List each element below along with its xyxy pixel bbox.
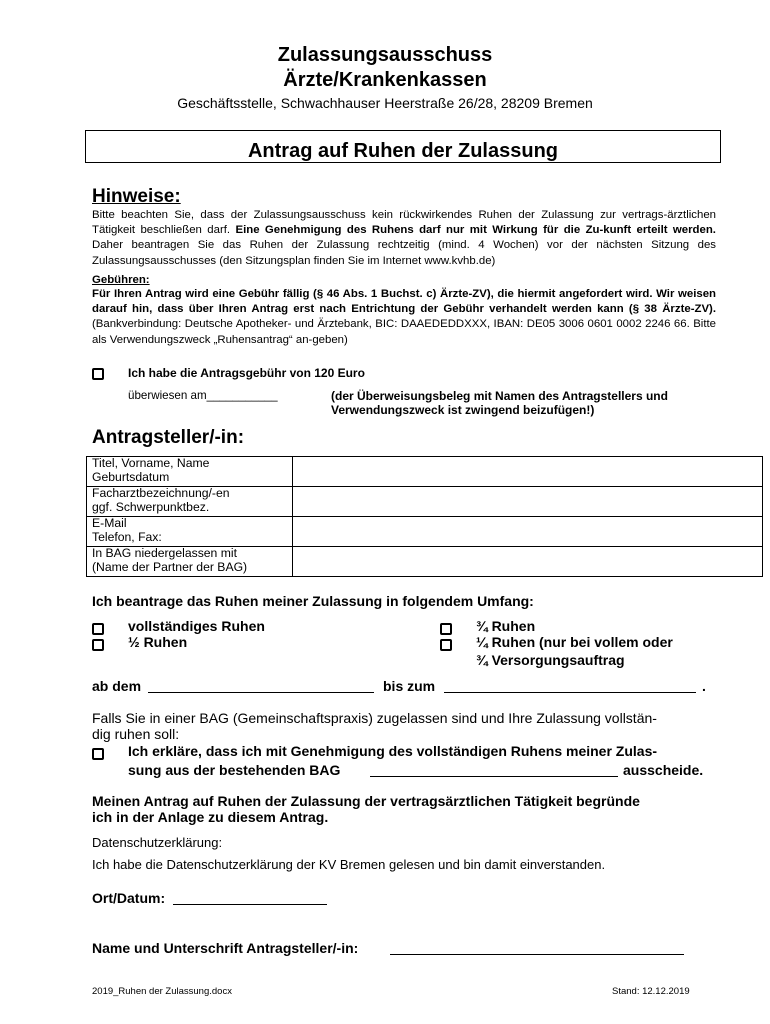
bag-intro-1: Falls Sie in einer BAG (Gemeinschaftspraxis) zugelassen sind und Ihre Zulassung vollstän- xyxy=(92,710,657,726)
applicant-input-name[interactable] xyxy=(293,457,763,487)
bag-intro-2: dig ruhen soll: xyxy=(92,726,180,742)
office-name: Zulassungsausschuss xyxy=(277,44,493,66)
hinweise-paragraph xyxy=(92,208,716,269)
place-date-field[interactable] xyxy=(173,904,327,905)
reason-line-2: ich in der Anlage zu diesem Antrag. xyxy=(92,809,329,825)
gebuehren-label: Gebühren: xyxy=(92,274,150,286)
applicant-input-contact[interactable] xyxy=(293,517,763,547)
checkbox-half-rest[interactable] xyxy=(92,638,104,656)
applicant-label-name: Titel, Vorname, Name Geburtsdatum xyxy=(87,457,293,487)
hinweise-text-1: Bitte beachten Sie, dass der Zulassungsausschuss kein rückwirkendes Ruhen der Zulassung zur vertrags-ärztlichen Tätigkeit beschließen darf. xyxy=(92,209,716,237)
form-title: Antrag auf Ruhen der Zulassung xyxy=(85,130,721,163)
signature-field[interactable] xyxy=(390,954,684,955)
gebuehren-text-2: (Bankverbindung: Deutsche Apotheker- und Ärztebank, BIC: DAAEDEDDXXX, IBAN: DE05 3006 0601 0002 2246 66. Bitte als Verwendungszweck „Ruhensantrag“ an-geben) xyxy=(92,318,716,346)
bag-declaration-1: Ich erkläre, dass ich mit Genehmigung des vollständigen Ruhens meiner Zulas- xyxy=(128,743,658,759)
signature-label: Name und Unterschrift Antragsteller/-in: xyxy=(92,940,359,956)
applicant-label-contact: E-Mail Telefon, Fax: xyxy=(87,517,293,547)
place-date-label: Ort/Datum: xyxy=(92,890,166,906)
from-date-field[interactable] xyxy=(148,692,374,693)
label-half-rest: ½ Ruhen xyxy=(128,634,188,650)
hinweise-text-2: Eine Genehmigung des Ruhens darf nur mit Wirkung für die Zu-kunft erteilt werden. xyxy=(235,224,716,237)
applicant-label-bag: In BAG niedergelassen mit (Name der Partner der BAG) xyxy=(87,547,293,577)
applicant-input-specialty[interactable] xyxy=(293,487,763,517)
checkbox-quarter-rest[interactable] xyxy=(440,638,452,656)
fee-checkbox[interactable] xyxy=(92,367,104,385)
privacy-heading: Datenschutzerklärung: xyxy=(92,835,223,850)
from-date-label: ab dem xyxy=(92,678,142,694)
bag-declaration-3: ausscheide. xyxy=(623,762,704,778)
label-quarter-rest-1: ¼ Ruhen (nur bei vollem oder xyxy=(476,634,673,650)
hinweise-text-3: Daher beantragen Sie das Ruhen der Zulassung rechtzeitig (mind. 4 Wochen) vor der nächsten Sitzung des Zulassungsausschusses (den Sitzungsplan finden Sie im Internet www.kvhb.de) xyxy=(92,239,716,267)
applicant-input-bag[interactable] xyxy=(293,547,763,577)
gebuehren-text-1: Für Ihren Antrag wird eine Gebühr fällig (§ 46 Abs. 1 Buchst. c) Ärzte-ZV), die hiermit angefordert wird. Wir weisen darauf hin, dass über Ihren Antrag erst nach Entrichtung der Gebühr verhandelt werden kann (§ 38 Ärzte-ZV). xyxy=(92,288,716,316)
applicant-label-specialty: Facharztbezeichnung/-en ggf. Schwerpunktbez. xyxy=(87,487,293,517)
reason-line-1: Meinen Antrag auf Ruhen der Zulassung der vertragsärztlichen Tätigkeit begründe xyxy=(92,793,640,809)
label-quarter-rest-2: ¾ Versorgungsauftrag xyxy=(476,652,625,668)
applicant-table xyxy=(86,456,763,577)
office-subname: Ärzte/Krankenkassen xyxy=(283,69,487,91)
scope-heading: Ich beantrage das Ruhen meiner Zulassung in folgendem Umfang: xyxy=(92,593,534,609)
period-end: . xyxy=(702,678,706,694)
fee-transferred-field[interactable]: überwiesen am___________ xyxy=(128,389,278,402)
label-full-rest: vollständiges Ruhen xyxy=(128,618,265,634)
bag-name-field[interactable] xyxy=(370,776,618,777)
fee-note-1: (der Überweisungsbeleg mit Namen des Antragstellers und xyxy=(331,389,668,403)
label-three-quarter-rest: ¾ Ruhen xyxy=(476,618,536,634)
applicant-row-contact xyxy=(87,517,763,547)
bag-declaration-2: sung aus der bestehenden BAG xyxy=(128,762,341,778)
gebuehren-paragraph xyxy=(92,287,716,348)
applicant-row-bag xyxy=(87,547,763,577)
to-date-field[interactable] xyxy=(444,692,696,693)
to-date-label: bis zum xyxy=(383,678,436,694)
applicant-row-name xyxy=(87,457,763,487)
fee-checkbox-label: Ich habe die Antragsgebühr von 120 Euro xyxy=(128,366,365,380)
applicant-row-specialty xyxy=(87,487,763,517)
office-address: Geschäftsstelle, Schwachhauser Heerstraße 26/28, 28209 Bremen xyxy=(177,95,593,111)
applicant-heading: Antragsteller/-in: xyxy=(92,427,245,448)
footer-stand: Stand: 12.12.2019 xyxy=(612,986,690,997)
fee-note-2: Verwendungszweck ist zwingend beizufügen!) xyxy=(331,403,595,417)
hinweise-heading: Hinweise: xyxy=(92,186,181,207)
bag-checkbox[interactable] xyxy=(92,747,104,765)
footer-filename: 2019_Ruhen der Zulassung.docx xyxy=(92,986,232,997)
privacy-text: Ich habe die Datenschutzerklärung der KV Bremen gelesen und bin damit einverstanden. xyxy=(92,857,606,872)
